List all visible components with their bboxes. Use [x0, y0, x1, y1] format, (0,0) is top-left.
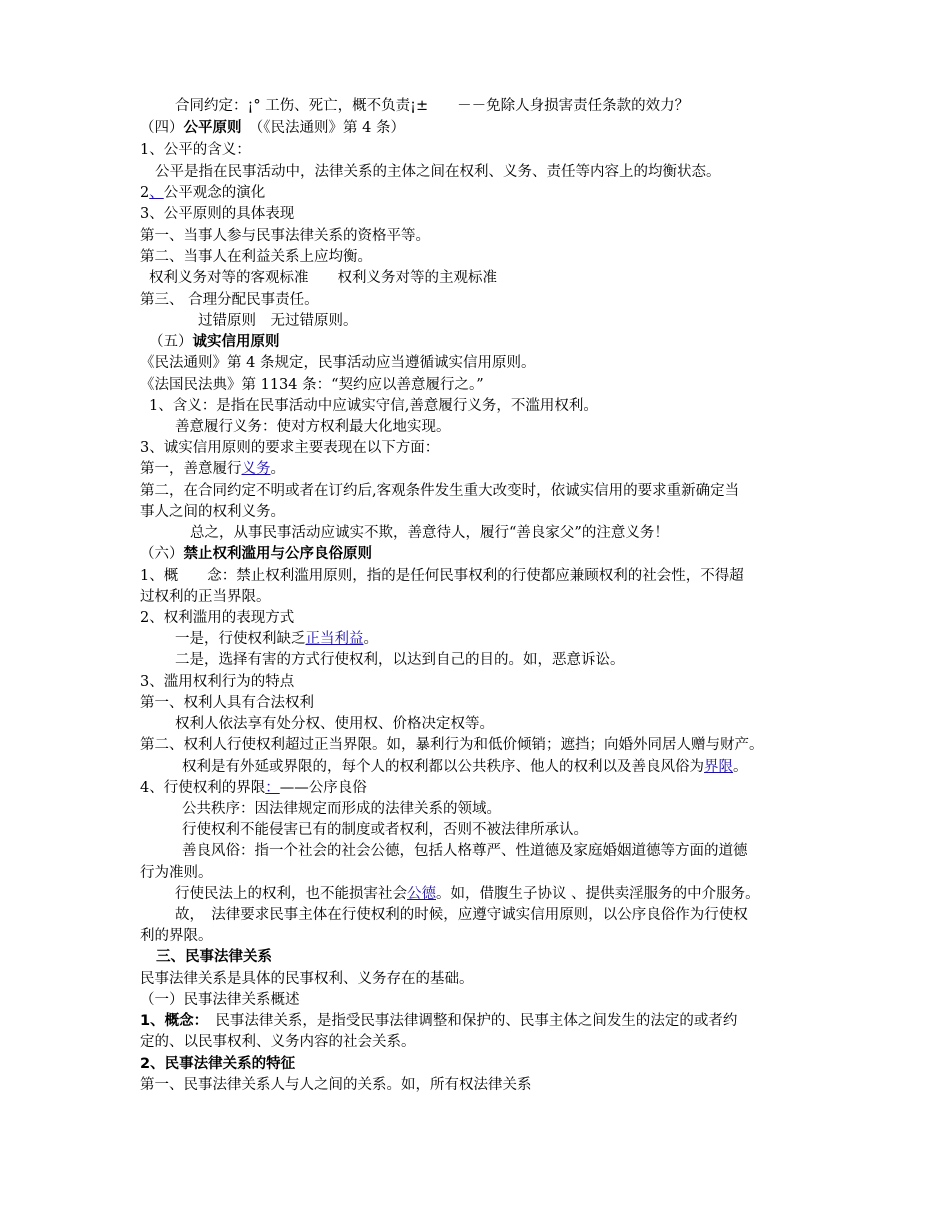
text-line: 利的界限。: [140, 928, 213, 944]
text-line: 公平是指在民事活动中，法律关系的主体之间在权利、义务、责任等内容上的均衡状态。: [155, 164, 721, 180]
text-line: 公共秩序：因法律规定而形成的法律关系的领域。: [182, 801, 501, 817]
text-line: （一）民事法律关系概述: [140, 992, 300, 1008]
text-line: 行为准则。: [140, 865, 213, 881]
text-line: 权利人依法享有处分权、使用权、价格决定权等。: [175, 716, 494, 732]
text-line: 权利是有外延或界限的，每个人的权利都以公共秩序、他人的权利以及善良风俗为界限。: [182, 759, 748, 775]
text-line: 过错原则 无过错原则。: [198, 313, 358, 329]
text-line: 2、公平观念的演化: [140, 185, 266, 201]
text-line: 合同约定：¡° 工伤、死亡，概不负责¡± －－免除人身损害责任条款的效力？: [175, 98, 690, 114]
text-line: 1、含义：是指在民事活动中应诚实守信,善意履行义务，不滥用权利。: [149, 398, 598, 414]
text-line: 故， 法律要求民事主体在行使权利的时候，应遵守诚实信用原则，以公序良俗作为行使权: [175, 907, 748, 923]
text-line: 3、公平原则的具体表现: [140, 206, 295, 222]
section-heading: 三、民事法律关系: [156, 949, 272, 965]
text-line: 事人之间的权利义务。: [140, 504, 285, 520]
text-line: 二是，选择有害的方式行使权利，以达到自己的目的。如，恶意诉讼。: [175, 652, 625, 668]
text-line: 总之，从事民事活动应诚实不欺，善意待人，履行“善良家父”的注意义务！: [190, 525, 669, 541]
hyperlink[interactable]: 公德: [407, 886, 436, 902]
text-line: 善良风俗：指一个社会的社会公德，包括人格尊严、性道德及家庭婚姻道德等方面的道德: [182, 843, 748, 859]
text-line: 1、公平的含义：: [140, 142, 251, 158]
text-line: 1、概念： 民事法律关系，是指受民事法律调整和保护的、民事主体之间发生的法定的或者约: [140, 1013, 738, 1029]
hyperlink[interactable]: ：: [265, 780, 280, 796]
section-heading: （六）禁止权利滥用与公序良俗原则: [140, 546, 372, 562]
text-line: 行使权利不能侵害已有的制度或者权利，否则不被法律所承认。: [182, 822, 588, 838]
text-line: 权利义务对等的客观标准 权利义务对等的主观标准: [149, 270, 497, 286]
text-line: 1、概 念：禁止权利滥用原则，指的是任何民事权利的行使都应兼顾权利的社会性，不得超: [140, 568, 744, 584]
section-heading: （四）公平原则 （《民法通则》第 4 条）: [140, 120, 405, 136]
hyperlink[interactable]: 正当利益: [305, 631, 364, 647]
section-heading: 2、民事法律关系的特征: [140, 1056, 296, 1072]
text-line: 过权利的正当界限。: [140, 589, 271, 605]
text-line: 2、权利滥用的表现方式: [140, 610, 295, 626]
text-line: 第一、当事人参与民事法律关系的资格平等。: [140, 228, 430, 244]
text-line: 定的、以民事权利、义务内容的社会关系。: [140, 1034, 416, 1050]
hyperlink[interactable]: 界限: [704, 759, 733, 775]
text-line: 第三、 合理分配民事责任。: [140, 292, 319, 308]
text-line: 善意履行义务：使对方权利最大化地实现。: [175, 419, 451, 435]
text-line: 第一、权利人具有合法权利: [140, 695, 314, 711]
text-line: 《法国民法典》第 1134 条：“契约应以善意履行之。”: [140, 377, 484, 393]
text-line: 第二、当事人在利益关系上应均衡。: [140, 249, 372, 265]
text-line: 第二、权利人行使权利超过正当界限。如，暴利行为和低价倾销；遮挡；向婚外同居人赠与财产。: [140, 737, 764, 753]
text-line: 行使民法上的权利，也不能损害社会公德。如，借腹生子协议 、提供卖淫服务的中介服务。: [175, 886, 760, 902]
hyperlink[interactable]: 、: [149, 185, 164, 201]
text-line: 3、诚实信用原则的要求主要表现在以下方面：: [140, 440, 440, 456]
text-line: 第一，善意履行义务。: [140, 461, 285, 477]
text-line: 第一、民事法律关系人与人之间的关系。如，所有权法律关系: [140, 1077, 532, 1093]
text-line: 第二，在合同约定不明或者在订约后,客观条件发生重大改变时，依诚实信用的要求重新确定当: [140, 483, 740, 499]
text-line: 一是，行使权利缺乏正当利益。: [175, 631, 378, 647]
text-line: 4、行使权利的界限：——公序良俗: [140, 780, 367, 796]
hyperlink[interactable]: 义务: [241, 461, 271, 477]
text-line: 《民法通则》第 4 条规定，民事活动应当遵循诚实信用原则。: [140, 355, 536, 371]
section-heading: （五）诚实信用原则: [149, 334, 280, 350]
text-line: 3、滥用权利行为的特点: [140, 674, 295, 690]
text-line: 民事法律关系是具体的民事权利、义务存在的基础。: [140, 971, 474, 987]
